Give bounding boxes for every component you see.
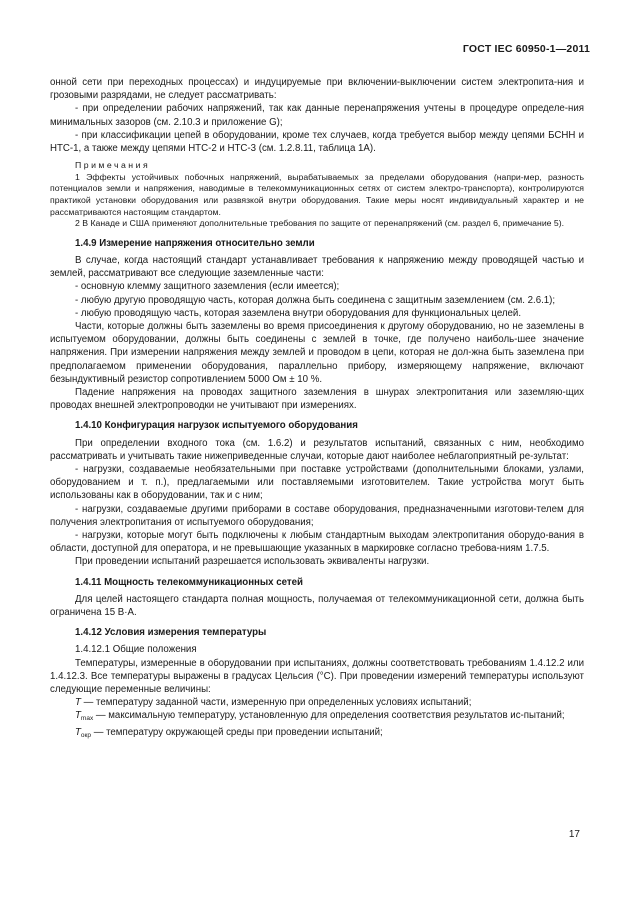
variable-definition-tokr <box>50 726 584 742</box>
variable-subscript: max <box>80 715 94 723</box>
variable-text: — максимальную температуру, установленную для определения соответствия результатов ис-пытаний; <box>93 710 565 722</box>
paragraph: При проведении испытаний разрешается использовать эквиваленты нагрузки. <box>75 556 430 568</box>
list-item: - нагрузки, создаваемые другими приборами в составе оборудования, предназначенными изготови-телем для получения электропитания от испытуемого оборудования; <box>50 503 584 528</box>
paragraph: Падение напряжения на проводах защитного заземления в шнурах электропитания или заземляю-щих проводах внешней электропроводки не учитывают при измерениях. <box>50 387 584 412</box>
variable-text: — температуру заданной части, измеренную при определенных условиях испытаний; <box>80 697 472 709</box>
paragraph: Части, которые должны быть заземлены во время присоединения к другому оборудованию, но не заземлены в испытуемом оборудовании, должны быть соединены с землей в точке, где получено наиболь-шее значение напряжения. При измерении напряжения между землей и проводом в цепи, которая не дол-жна быть заземлена при предполагаемом применении оборудования, параллельно прибору, измеряющему напряжение, включают безындуктивный резистор сопротивлением 5000 Ом ± 10 %. <box>50 321 584 385</box>
list-item: - основную клемму защитного заземления (если имеется); <box>75 281 340 293</box>
subsection-title: 1.4.12.1 Общие положения <box>75 644 197 656</box>
list-item: - любую проводящую часть, которая заземлена внутри оборудования для функциональных целей. <box>75 307 522 319</box>
variable-text: — температуру окружающей среды при проведении испытаний; <box>91 726 383 738</box>
document-header: ГОСТ IEC 60950-1—2011 <box>462 43 590 55</box>
page-number: 17 <box>568 829 580 840</box>
paragraph: Температуры, измеренные в оборудовании при испытаниях, должны соответствовать требованиям 1.4.12.2 или 1.4.12.3. Все температуры выражены в градусах Цельсия (°С). При проведении измерений температуры используют следующие переменные величины: <box>50 657 584 696</box>
paragraph: В случае, когда настоящий стандарт устанавливает требования к напряжению между проводящей частью и землей, рассматривают все следующие заземленные части: <box>50 254 584 280</box>
section-heading-1-4-12: 1.4.12 Условия измерения температуры <box>75 627 267 639</box>
variable-symbol: T <box>75 697 81 709</box>
paragraph: При определении входного тока (см. 1.6.2) и результатов испытаний, связанных с ним, необходимо рассматривать и учитывать такие нижеприведенные случаи, которые дают наиболее неблагоприятный ре-зультат: <box>50 437 584 462</box>
variable-subscript: окр <box>80 731 91 739</box>
note-2: 2 В Канаде и США применяют дополнительные требования по защите от перенапряжений (см. раздел 6, примечание 5). <box>75 218 565 229</box>
list-item: - нагрузки, создаваемые необязательными при поставке устройствами (дополнительными блоками, узлами, оборудованием и т. п.), предлагаемыми или поставляемыми изготовителем. Такие устройства могут быть использованы как в оборудовании, так и с ним; <box>50 464 584 502</box>
section-heading-1-4-11: 1.4.11 Мощность телекоммуникационных сетей <box>75 576 303 588</box>
paragraph: Для целей настоящего стандарта полная мощность, получаемая от телекоммуникационной сети, должна быть ограничена 15 В·А. <box>50 593 584 619</box>
variable-definition-t <box>50 696 584 709</box>
note-1: 1 Эффекты устойчивых побочных напряжений, вырабатываемых за пределами оборудования (напри-мер, разность потенциалов земли и напряжения, наводимые в телекоммуникационных сетях от систем электро-транспорта), контролируются практикой установки оборудования или развязкой внутри оборудования. Такие меры носят индивидуальный характер и не рассматриваются настоящим стандартом. <box>50 171 584 217</box>
section-heading-1-4-9: 1.4.9 Измерение напряжения относительно земли <box>75 237 315 249</box>
section-heading-1-4-10: 1.4.10 Конфигурация нагрузок испытуемого оборудования <box>75 420 358 432</box>
notes-heading: Примечания <box>75 160 151 171</box>
variable-definition-tmax <box>50 709 584 725</box>
list-item: - любую другую проводящую часть, которая должна быть соединена с защитным заземлением (см. 2.6.1); <box>75 294 556 306</box>
document-body <box>50 76 584 742</box>
list-item: - при классификации цепей в оборудовании, кроме тех случаев, когда требуется выбор между цепями БСНН и НТС-1, а также между цепями НТС-2 и НТС-3 (см. 1.2.8.11, таблица 1А). <box>50 129 584 155</box>
variable-symbol: T <box>75 710 81 722</box>
list-item: - нагрузки, которые могут быть подключены к любым стандартным выходам электропитания оборудо-вания в области, доступной для оператора, и не превышающие указанных в маркировке согласно требова-ниям 1.7.5. <box>50 530 584 555</box>
variable-symbol: T <box>75 726 81 738</box>
list-item: - при определении рабочих напряжений, так как данные перенапряжения учтены в процедуре определе-ния минимальных зазоров (см. 2.10.3 и приложение G); <box>50 103 584 128</box>
paragraph: онной сети при переходных процессах) и индуцируемые при включении-выключении систем электропита-ния и грозовыми разрядами, не следует рассматривать: <box>50 77 584 102</box>
